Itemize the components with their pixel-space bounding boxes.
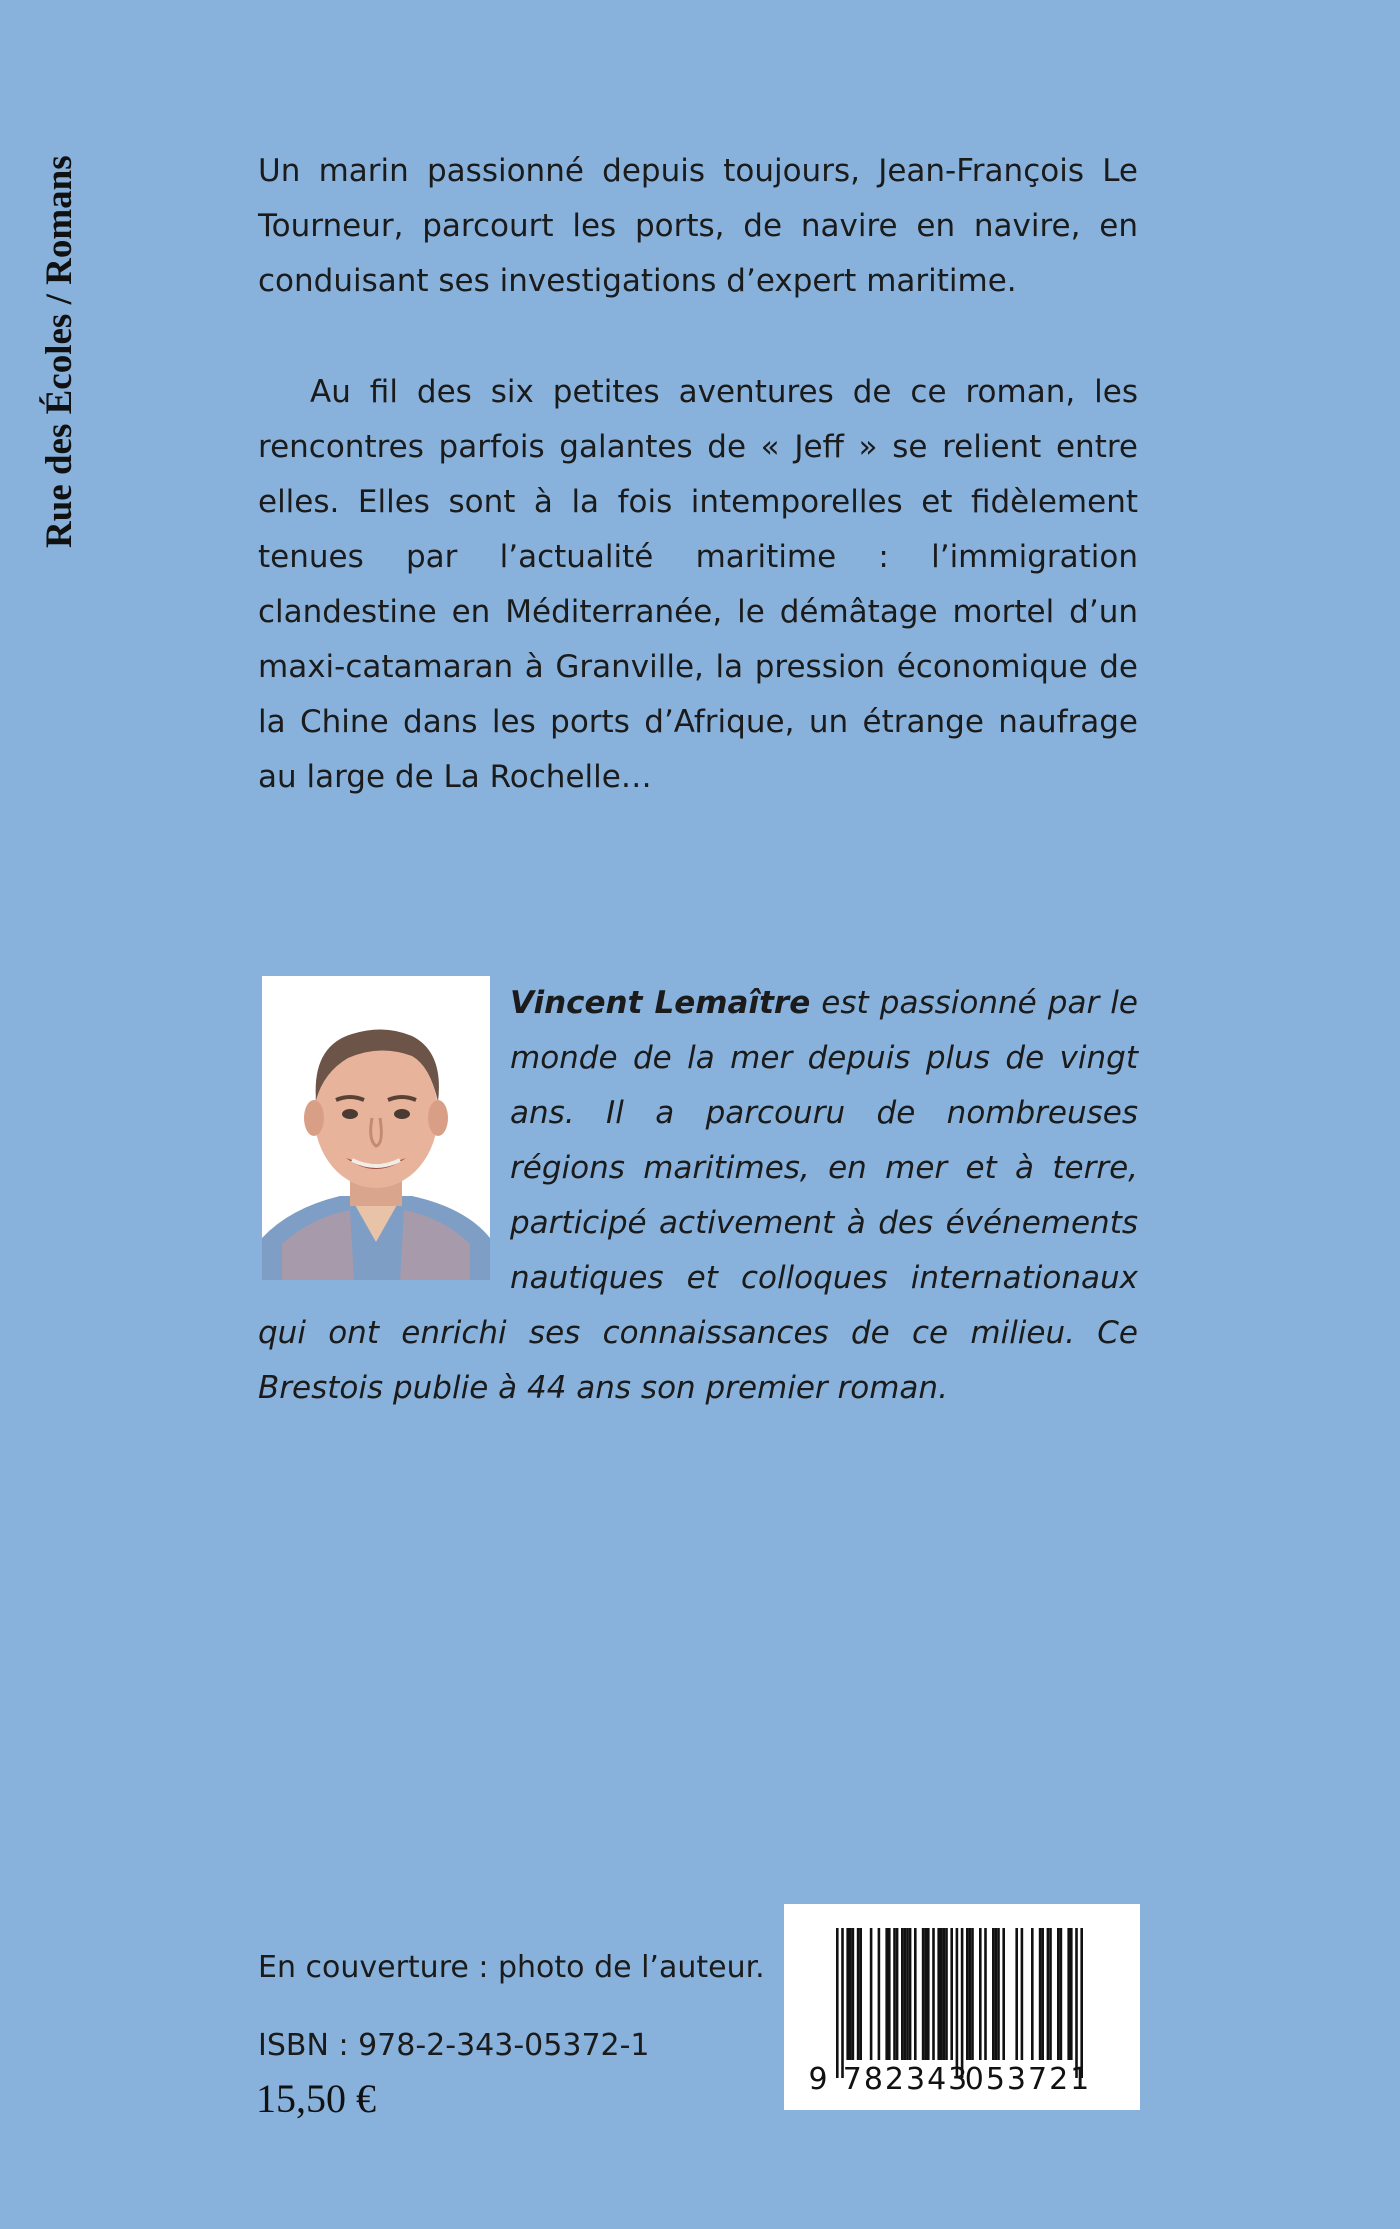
barcode-bar <box>924 1928 927 2060</box>
isbn-number: ISBN : 978-2-343-05372-1 <box>258 2028 650 2063</box>
author-name: Vincent Lemaître <box>510 985 811 1021</box>
barcode-bar <box>909 1928 912 2060</box>
barcode-bar <box>979 1928 982 2060</box>
barcode-bar <box>997 1928 1000 2060</box>
barcode-bar <box>922 1928 925 2060</box>
barcode-bars <box>836 1928 1083 2078</box>
barcode-bar <box>846 1928 849 2060</box>
barcode-bar <box>943 1928 946 2060</box>
barcode-bar <box>992 1928 995 2060</box>
barcode-bar <box>956 1928 959 2078</box>
barcode-bar <box>927 1928 930 2060</box>
barcode-bar <box>878 1928 881 2060</box>
barcode-bar <box>1039 1928 1042 2060</box>
barcode-bar <box>966 1928 969 2060</box>
barcode-bar <box>901 1928 904 2060</box>
barcode-right-digits: 053721 <box>964 2062 1092 2097</box>
barcode-bar <box>1049 1928 1052 2060</box>
barcode-bar <box>1080 1928 1083 2078</box>
barcode-bar <box>870 1928 873 2060</box>
back-cover-blurb <box>258 144 1138 805</box>
barcode-bar <box>1070 1928 1073 2060</box>
barcode-bar <box>885 1928 888 2060</box>
barcode-first-digit: 9 <box>808 2062 828 2097</box>
barcode-bar <box>857 1928 860 2060</box>
barcode-panel <box>784 1904 1140 2110</box>
barcode-bar <box>969 1928 972 2060</box>
barcode-bar <box>849 1928 852 2060</box>
author-photo <box>262 976 490 1280</box>
barcode-bar <box>1060 1928 1063 2060</box>
barcode-bar <box>896 1928 899 2060</box>
spine-series-label: Rue des Écoles / Romans <box>39 155 80 548</box>
barcode-bar <box>961 1928 964 2078</box>
barcode-bar <box>1075 1928 1078 2078</box>
blurb-paragraph-1: Un marin passionné depuis toujours, Jean-François Le Tourneur, parcourt les ports, de navire en navire, en conduisant ses investigations d’expert maritime. <box>258 153 1138 299</box>
barcode-bar <box>1002 1928 1005 2060</box>
barcode-bar <box>1021 1928 1024 2060</box>
barcode-bar <box>859 1928 862 2060</box>
barcode-bar <box>841 1928 844 2078</box>
barcode-bar <box>906 1928 909 2060</box>
barcode-bar <box>1067 1928 1070 2060</box>
barcode-bar <box>1057 1928 1060 2060</box>
barcode-bar <box>984 1928 987 2060</box>
barcode-bar <box>950 1928 953 2060</box>
barcode-bar <box>852 1928 855 2060</box>
blurb-paragraph-2: Au fil des six petites aventures de ce roman, les rencontres parfois galantes de « Jeff » se relient entre elles. Elles sont à la fois intemporelles et fidèlement tenues par l’actualité maritime : l’immigration clandestine en Méditerranée, le démâtage mortel d’un maxi-catamaran à Granville, la pression économique de la Chine dans les ports d’Afrique, un étrange naufrage au large de La Rochelle… <box>258 374 1138 795</box>
barcode-bar <box>940 1928 943 2060</box>
barcode-bar <box>1031 1928 1034 2060</box>
cover-photo-credit: En couverture : photo de l’auteur. <box>258 1950 765 1985</box>
barcode-bar <box>932 1928 935 2060</box>
barcode-bar <box>1041 1928 1044 2060</box>
barcode-bar <box>836 1928 839 2078</box>
barcode-bar <box>1047 1928 1050 2060</box>
barcode-bar <box>1015 1928 1018 2060</box>
barcode-bar <box>937 1928 940 2060</box>
barcode-bar <box>914 1928 917 2060</box>
author-bio-text: est passionné par le monde de la mer depuis plus de vingt ans. Il a parcouru de nombreuses régions maritimes, en mer et à terre, participé activement à des événements nautiques et colloques internationaux qui ont enrichi ses connaissances de ce milieu. Ce Brestois publie à 44 ans son premier roman. <box>258 985 1138 1406</box>
barcode-bar <box>971 1928 974 2060</box>
barcode-bar <box>888 1928 891 2060</box>
author-section <box>258 976 1138 1416</box>
barcode-icon <box>784 1904 1140 2110</box>
barcode-left-digits: 782343 <box>842 2062 970 2097</box>
book-price: 15,50 € <box>256 2076 376 2121</box>
barcode-bar <box>893 1928 896 2060</box>
barcode-bar <box>945 1928 948 2060</box>
barcode-bar <box>995 1928 998 2060</box>
barcode-bar <box>904 1928 907 2060</box>
